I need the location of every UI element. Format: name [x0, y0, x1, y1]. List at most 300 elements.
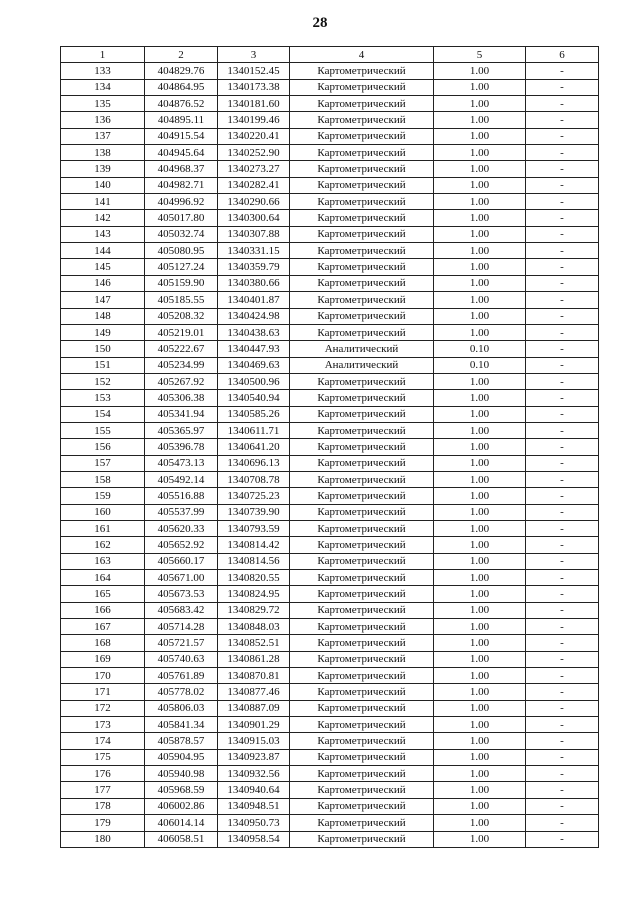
- x-coordinate-cell: 405341.94: [145, 406, 218, 422]
- description-cell: -: [526, 112, 599, 128]
- accuracy-cell: 1.00: [434, 145, 526, 161]
- description-cell: -: [526, 390, 599, 406]
- description-cell: -: [526, 406, 599, 422]
- x-coordinate-cell: 404895.11: [145, 112, 218, 128]
- point-number-cell: 140: [61, 177, 145, 193]
- x-coordinate-cell: 405940.98: [145, 766, 218, 782]
- table-row: [61, 226, 599, 242]
- description-cell: -: [526, 194, 599, 210]
- y-coordinate-cell: 1340870.81: [218, 668, 290, 684]
- point-number-cell: 173: [61, 717, 145, 733]
- y-coordinate-cell: 1340282.41: [218, 177, 290, 193]
- method-cell: Картометрический: [290, 602, 434, 618]
- y-coordinate-cell: 1340958.54: [218, 831, 290, 847]
- table-row: [61, 308, 599, 324]
- point-number-cell: 165: [61, 586, 145, 602]
- point-number-cell: 153: [61, 390, 145, 406]
- y-coordinate-cell: 1340829.72: [218, 602, 290, 618]
- point-number-cell: 167: [61, 619, 145, 635]
- page-number: 28: [312, 15, 328, 31]
- point-number-cell: 180: [61, 831, 145, 847]
- table-row: [61, 619, 599, 635]
- accuracy-cell: 1.00: [434, 749, 526, 765]
- accuracy-cell: 1.00: [434, 259, 526, 275]
- x-coordinate-cell: 405159.90: [145, 275, 218, 291]
- accuracy-cell: 1.00: [434, 717, 526, 733]
- accuracy-cell: 1.00: [434, 455, 526, 471]
- accuracy-cell: 1.00: [434, 651, 526, 667]
- y-coordinate-cell: 1340447.93: [218, 341, 290, 357]
- table-row: [61, 455, 599, 471]
- method-cell: Картометрический: [290, 537, 434, 553]
- description-cell: -: [526, 635, 599, 651]
- method-cell: Аналитический: [290, 341, 434, 357]
- description-cell: -: [526, 210, 599, 226]
- x-coordinate-cell: 405017.80: [145, 210, 218, 226]
- y-coordinate-cell: 1340696.13: [218, 455, 290, 471]
- point-number-cell: 163: [61, 553, 145, 569]
- description-cell: -: [526, 161, 599, 177]
- description-cell: -: [526, 733, 599, 749]
- x-coordinate-cell: 404864.95: [145, 79, 218, 95]
- method-cell: Картометрический: [290, 651, 434, 667]
- y-coordinate-cell: 1340887.09: [218, 700, 290, 716]
- table-row: [61, 177, 599, 193]
- accuracy-cell: 1.00: [434, 619, 526, 635]
- description-cell: -: [526, 504, 599, 520]
- point-number-cell: 134: [61, 79, 145, 95]
- y-coordinate-cell: 1340820.55: [218, 570, 290, 586]
- method-cell: Картометрический: [290, 96, 434, 112]
- description-cell: -: [526, 520, 599, 536]
- x-coordinate-cell: 405185.55: [145, 292, 218, 308]
- method-cell: Картометрический: [290, 422, 434, 438]
- point-number-cell: 151: [61, 357, 145, 373]
- y-coordinate-cell: 1340814.42: [218, 537, 290, 553]
- accuracy-cell: 1.00: [434, 292, 526, 308]
- y-coordinate-cell: 1340469.63: [218, 357, 290, 373]
- x-coordinate-cell: 405032.74: [145, 226, 218, 242]
- method-cell: Картометрический: [290, 733, 434, 749]
- table-row: [61, 439, 599, 455]
- column-header: 2: [145, 47, 218, 63]
- point-number-cell: 156: [61, 439, 145, 455]
- accuracy-cell: 1.00: [434, 406, 526, 422]
- y-coordinate-cell: 1340500.96: [218, 373, 290, 389]
- method-cell: Картометрический: [290, 749, 434, 765]
- x-coordinate-cell: 405904.95: [145, 749, 218, 765]
- description-cell: -: [526, 537, 599, 553]
- x-coordinate-cell: 405761.89: [145, 668, 218, 684]
- x-coordinate-cell: 405620.33: [145, 520, 218, 536]
- accuracy-cell: 1.00: [434, 635, 526, 651]
- point-number-cell: 136: [61, 112, 145, 128]
- point-number-cell: 135: [61, 96, 145, 112]
- table-row: [61, 520, 599, 536]
- x-coordinate-cell: 405222.67: [145, 341, 218, 357]
- y-coordinate-cell: 1340290.66: [218, 194, 290, 210]
- column-header: 4: [290, 47, 434, 63]
- x-coordinate-cell: 405396.78: [145, 439, 218, 455]
- x-coordinate-cell: 405208.32: [145, 308, 218, 324]
- y-coordinate-cell: 1340401.87: [218, 292, 290, 308]
- accuracy-cell: 1.00: [434, 586, 526, 602]
- table-row: [61, 210, 599, 226]
- accuracy-cell: 1.00: [434, 766, 526, 782]
- x-coordinate-cell: 405652.92: [145, 537, 218, 553]
- description-cell: -: [526, 749, 599, 765]
- table-row: [61, 651, 599, 667]
- x-coordinate-cell: 405968.59: [145, 782, 218, 798]
- description-cell: -: [526, 439, 599, 455]
- description-cell: -: [526, 619, 599, 635]
- method-cell: Аналитический: [290, 357, 434, 373]
- accuracy-cell: 1.00: [434, 733, 526, 749]
- accuracy-cell: 1.00: [434, 177, 526, 193]
- x-coordinate-cell: 405660.17: [145, 553, 218, 569]
- description-cell: -: [526, 717, 599, 733]
- y-coordinate-cell: 1340424.98: [218, 308, 290, 324]
- description-cell: -: [526, 243, 599, 259]
- description-cell: -: [526, 373, 599, 389]
- table-row: [61, 570, 599, 586]
- method-cell: Картометрический: [290, 226, 434, 242]
- method-cell: Картометрический: [290, 128, 434, 144]
- point-number-cell: 158: [61, 471, 145, 487]
- point-number-cell: 177: [61, 782, 145, 798]
- description-cell: -: [526, 422, 599, 438]
- table-row: [61, 602, 599, 618]
- table-row: [61, 112, 599, 128]
- method-cell: Картометрический: [290, 717, 434, 733]
- column-header: 3: [218, 47, 290, 63]
- method-cell: Картометрический: [290, 553, 434, 569]
- accuracy-cell: 1.00: [434, 798, 526, 814]
- y-coordinate-cell: 1340940.64: [218, 782, 290, 798]
- method-cell: Картометрический: [290, 63, 434, 79]
- table-row: [61, 161, 599, 177]
- x-coordinate-cell: 404915.54: [145, 128, 218, 144]
- method-cell: Картометрический: [290, 373, 434, 389]
- description-cell: -: [526, 357, 599, 373]
- point-number-cell: 168: [61, 635, 145, 651]
- accuracy-cell: 1.00: [434, 537, 526, 553]
- description-cell: -: [526, 63, 599, 79]
- y-coordinate-cell: 1340540.94: [218, 390, 290, 406]
- y-coordinate-cell: 1340359.79: [218, 259, 290, 275]
- y-coordinate-cell: 1340725.23: [218, 488, 290, 504]
- x-coordinate-cell: 405127.24: [145, 259, 218, 275]
- x-coordinate-cell: 404982.71: [145, 177, 218, 193]
- accuracy-cell: 0.10: [434, 341, 526, 357]
- table-row: [61, 504, 599, 520]
- accuracy-cell: 1.00: [434, 782, 526, 798]
- point-number-cell: 157: [61, 455, 145, 471]
- x-coordinate-cell: 406014.14: [145, 815, 218, 831]
- description-cell: -: [526, 815, 599, 831]
- description-cell: -: [526, 177, 599, 193]
- table-row: [61, 292, 599, 308]
- description-cell: -: [526, 586, 599, 602]
- y-coordinate-cell: 1340380.66: [218, 275, 290, 291]
- y-coordinate-cell: 1340901.29: [218, 717, 290, 733]
- table-row: [61, 488, 599, 504]
- y-coordinate-cell: 1340877.46: [218, 684, 290, 700]
- method-cell: Картометрический: [290, 570, 434, 586]
- point-number-cell: 176: [61, 766, 145, 782]
- accuracy-cell: 1.00: [434, 422, 526, 438]
- description-cell: -: [526, 668, 599, 684]
- point-number-cell: 137: [61, 128, 145, 144]
- y-coordinate-cell: 1340181.60: [218, 96, 290, 112]
- accuracy-cell: 1.00: [434, 488, 526, 504]
- point-number-cell: 166: [61, 602, 145, 618]
- accuracy-cell: 1.00: [434, 602, 526, 618]
- point-number-cell: 148: [61, 308, 145, 324]
- y-coordinate-cell: 1340932.56: [218, 766, 290, 782]
- table-row: [61, 341, 599, 357]
- table-row: [61, 194, 599, 210]
- x-coordinate-cell: 405878.57: [145, 733, 218, 749]
- point-number-cell: 149: [61, 324, 145, 340]
- method-cell: Картометрический: [290, 668, 434, 684]
- table-row: [61, 782, 599, 798]
- y-coordinate-cell: 1340438.63: [218, 324, 290, 340]
- table-row: [61, 635, 599, 651]
- accuracy-cell: 1.00: [434, 194, 526, 210]
- method-cell: Картометрический: [290, 504, 434, 520]
- table-row: [61, 243, 599, 259]
- y-coordinate-cell: 1340852.51: [218, 635, 290, 651]
- accuracy-cell: 1.00: [434, 390, 526, 406]
- table-row: [61, 406, 599, 422]
- x-coordinate-cell: 405806.03: [145, 700, 218, 716]
- x-coordinate-cell: 405721.57: [145, 635, 218, 651]
- description-cell: -: [526, 275, 599, 291]
- table-row: [61, 586, 599, 602]
- point-number-cell: 161: [61, 520, 145, 536]
- point-number-cell: 141: [61, 194, 145, 210]
- point-number-cell: 150: [61, 341, 145, 357]
- table-row: [61, 668, 599, 684]
- x-coordinate-cell: 406002.86: [145, 798, 218, 814]
- x-coordinate-cell: 405267.92: [145, 373, 218, 389]
- accuracy-cell: 1.00: [434, 471, 526, 487]
- y-coordinate-cell: 1340814.56: [218, 553, 290, 569]
- method-cell: Картометрический: [290, 635, 434, 651]
- accuracy-cell: 1.00: [434, 668, 526, 684]
- accuracy-cell: 1.00: [434, 815, 526, 831]
- y-coordinate-cell: 1340950.73: [218, 815, 290, 831]
- point-number-cell: 154: [61, 406, 145, 422]
- column-header: 6: [526, 47, 599, 63]
- method-cell: Картометрический: [290, 831, 434, 847]
- x-coordinate-cell: 405516.88: [145, 488, 218, 504]
- method-cell: Картометрический: [290, 390, 434, 406]
- method-cell: Картометрический: [290, 79, 434, 95]
- point-number-cell: 174: [61, 733, 145, 749]
- x-coordinate-cell: 404829.76: [145, 63, 218, 79]
- x-coordinate-cell: 404968.37: [145, 161, 218, 177]
- y-coordinate-cell: 1340220.41: [218, 128, 290, 144]
- accuracy-cell: 1.00: [434, 112, 526, 128]
- point-number-cell: 179: [61, 815, 145, 831]
- accuracy-cell: 1.00: [434, 684, 526, 700]
- table-row: [61, 390, 599, 406]
- description-cell: -: [526, 341, 599, 357]
- accuracy-cell: 1.00: [434, 210, 526, 226]
- description-cell: -: [526, 471, 599, 487]
- description-cell: -: [526, 684, 599, 700]
- accuracy-cell: 1.00: [434, 128, 526, 144]
- accuracy-cell: 1.00: [434, 96, 526, 112]
- y-coordinate-cell: 1340861.28: [218, 651, 290, 667]
- description-cell: -: [526, 553, 599, 569]
- method-cell: Картометрический: [290, 815, 434, 831]
- description-cell: -: [526, 570, 599, 586]
- table-row: [61, 275, 599, 291]
- x-coordinate-cell: 405234.99: [145, 357, 218, 373]
- description-cell: -: [526, 96, 599, 112]
- method-cell: Картометрический: [290, 455, 434, 471]
- point-number-cell: 143: [61, 226, 145, 242]
- point-number-cell: 147: [61, 292, 145, 308]
- point-number-cell: 162: [61, 537, 145, 553]
- table-header: [61, 47, 599, 63]
- accuracy-cell: 1.00: [434, 373, 526, 389]
- description-cell: -: [526, 831, 599, 847]
- accuracy-cell: 1.00: [434, 570, 526, 586]
- method-cell: Картометрический: [290, 406, 434, 422]
- point-number-cell: 169: [61, 651, 145, 667]
- table-row: [61, 422, 599, 438]
- table-row: [61, 733, 599, 749]
- y-coordinate-cell: 1340923.87: [218, 749, 290, 765]
- table-row: [61, 798, 599, 814]
- x-coordinate-cell: 405473.13: [145, 455, 218, 471]
- x-coordinate-cell: 405492.14: [145, 471, 218, 487]
- header-row: [61, 47, 599, 63]
- method-cell: Картометрический: [290, 488, 434, 504]
- method-cell: Картометрический: [290, 439, 434, 455]
- accuracy-cell: 1.00: [434, 79, 526, 95]
- y-coordinate-cell: 1340708.78: [218, 471, 290, 487]
- x-coordinate-cell: 405673.53: [145, 586, 218, 602]
- method-cell: Картометрический: [290, 766, 434, 782]
- table-row: [61, 357, 599, 373]
- table-row: [61, 79, 599, 95]
- column-header: 5: [434, 47, 526, 63]
- method-cell: Картометрический: [290, 292, 434, 308]
- method-cell: Картометрический: [290, 324, 434, 340]
- y-coordinate-cell: 1340848.03: [218, 619, 290, 635]
- accuracy-cell: 1.00: [434, 439, 526, 455]
- accuracy-cell: 1.00: [434, 700, 526, 716]
- accuracy-cell: 1.00: [434, 308, 526, 324]
- x-coordinate-cell: 405219.01: [145, 324, 218, 340]
- x-coordinate-cell: 406058.51: [145, 831, 218, 847]
- x-coordinate-cell: 405671.00: [145, 570, 218, 586]
- description-cell: -: [526, 651, 599, 667]
- point-number-cell: 144: [61, 243, 145, 259]
- accuracy-cell: 1.00: [434, 324, 526, 340]
- y-coordinate-cell: 1340611.71: [218, 422, 290, 438]
- accuracy-cell: 1.00: [434, 63, 526, 79]
- point-number-cell: 155: [61, 422, 145, 438]
- x-coordinate-cell: 405306.38: [145, 390, 218, 406]
- description-cell: -: [526, 700, 599, 716]
- description-cell: -: [526, 455, 599, 471]
- y-coordinate-cell: 1340173.38: [218, 79, 290, 95]
- x-coordinate-cell: 405778.02: [145, 684, 218, 700]
- y-coordinate-cell: 1340824.95: [218, 586, 290, 602]
- table-row: [61, 471, 599, 487]
- point-number-cell: 138: [61, 145, 145, 161]
- table-row: [61, 128, 599, 144]
- y-coordinate-cell: 1340739.90: [218, 504, 290, 520]
- accuracy-cell: 0.10: [434, 357, 526, 373]
- table-row: [61, 145, 599, 161]
- accuracy-cell: 1.00: [434, 553, 526, 569]
- method-cell: Картометрический: [290, 308, 434, 324]
- point-number-cell: 145: [61, 259, 145, 275]
- y-coordinate-cell: 1340307.88: [218, 226, 290, 242]
- table-row: [61, 815, 599, 831]
- coordinates-table: [60, 46, 599, 848]
- x-coordinate-cell: 404996.92: [145, 194, 218, 210]
- table-row: [61, 324, 599, 340]
- description-cell: -: [526, 79, 599, 95]
- method-cell: Картометрический: [290, 471, 434, 487]
- x-coordinate-cell: 405537.99: [145, 504, 218, 520]
- point-number-cell: 178: [61, 798, 145, 814]
- description-cell: -: [526, 782, 599, 798]
- y-coordinate-cell: 1340273.27: [218, 161, 290, 177]
- table-row: [61, 700, 599, 716]
- method-cell: Картометрический: [290, 177, 434, 193]
- x-coordinate-cell: 404876.52: [145, 96, 218, 112]
- description-cell: -: [526, 292, 599, 308]
- table-row: [61, 684, 599, 700]
- table-row: [61, 63, 599, 79]
- description-cell: -: [526, 324, 599, 340]
- description-cell: -: [526, 259, 599, 275]
- point-number-cell: 139: [61, 161, 145, 177]
- table-row: [61, 766, 599, 782]
- description-cell: -: [526, 488, 599, 504]
- point-number-cell: 170: [61, 668, 145, 684]
- method-cell: Картометрический: [290, 161, 434, 177]
- method-cell: Картометрический: [290, 684, 434, 700]
- accuracy-cell: 1.00: [434, 504, 526, 520]
- table-row: [61, 373, 599, 389]
- y-coordinate-cell: 1340199.46: [218, 112, 290, 128]
- y-coordinate-cell: 1340915.03: [218, 733, 290, 749]
- point-number-cell: 152: [61, 373, 145, 389]
- method-cell: Картометрический: [290, 520, 434, 536]
- method-cell: Картометрический: [290, 586, 434, 602]
- table-body: [61, 63, 599, 848]
- method-cell: Картометрический: [290, 194, 434, 210]
- y-coordinate-cell: 1340585.26: [218, 406, 290, 422]
- description-cell: -: [526, 145, 599, 161]
- point-number-cell: 175: [61, 749, 145, 765]
- point-number-cell: 133: [61, 63, 145, 79]
- point-number-cell: 142: [61, 210, 145, 226]
- y-coordinate-cell: 1340948.51: [218, 798, 290, 814]
- method-cell: Картометрический: [290, 798, 434, 814]
- table-row: [61, 553, 599, 569]
